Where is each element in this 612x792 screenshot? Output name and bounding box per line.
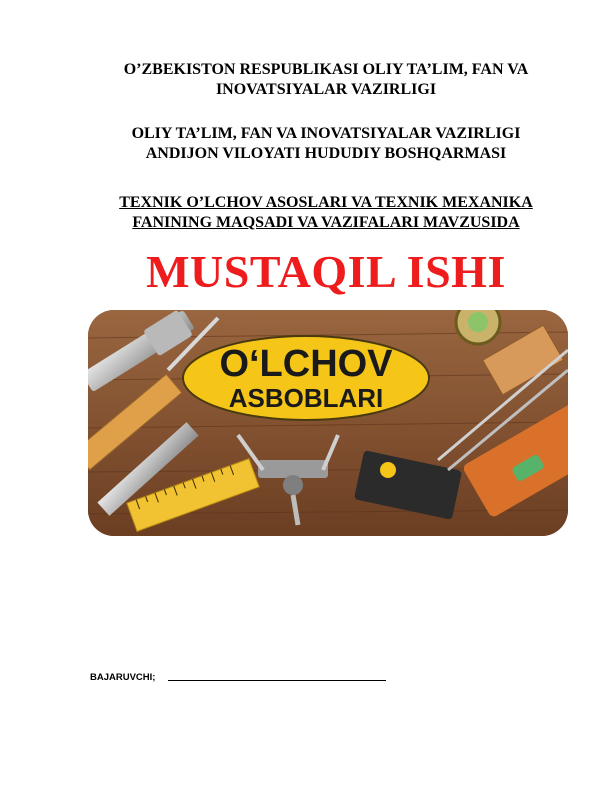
ministry-line-2: INOVATSIYALAR VAZIRLIGI (215, 81, 437, 98)
banner-title-line-2: ASBOBLARI (228, 383, 384, 413)
regional-line-1: OLIY TA’LIM, FAN VA INOVATSIYALAR VAZIRLIGI (131, 125, 521, 142)
topic-line-2: FANINING MAQSADI VA VAZIFALARI MAVZUSIDA (132, 214, 520, 231)
banner-illustration (88, 310, 568, 536)
banner-title-line-1: O‘LCHOV (219, 343, 393, 385)
topic-heading (80, 193, 572, 233)
topic-line-1: TEXNIK O’LCHOV ASOSLARI VA TEXNIK MEXANIKA (119, 194, 533, 211)
executor-label: BAJARUVCHI; (90, 672, 156, 683)
page-title: MUSTAQIL ISHI (146, 246, 506, 297)
ministry-line-1: O’ZBEKISTON RESPUBLIKASI OLIY TA’LIM, FAN VA (123, 61, 529, 78)
measuring-tools-banner-image (88, 310, 568, 536)
ministry-heading (80, 60, 572, 100)
regional-line-2: ANDIJON VILOYATI HUDUDIY BOSHQARMASI (145, 145, 507, 162)
signature-line (168, 680, 386, 681)
regional-heading (80, 124, 572, 164)
tape-measure-icon (456, 310, 500, 344)
